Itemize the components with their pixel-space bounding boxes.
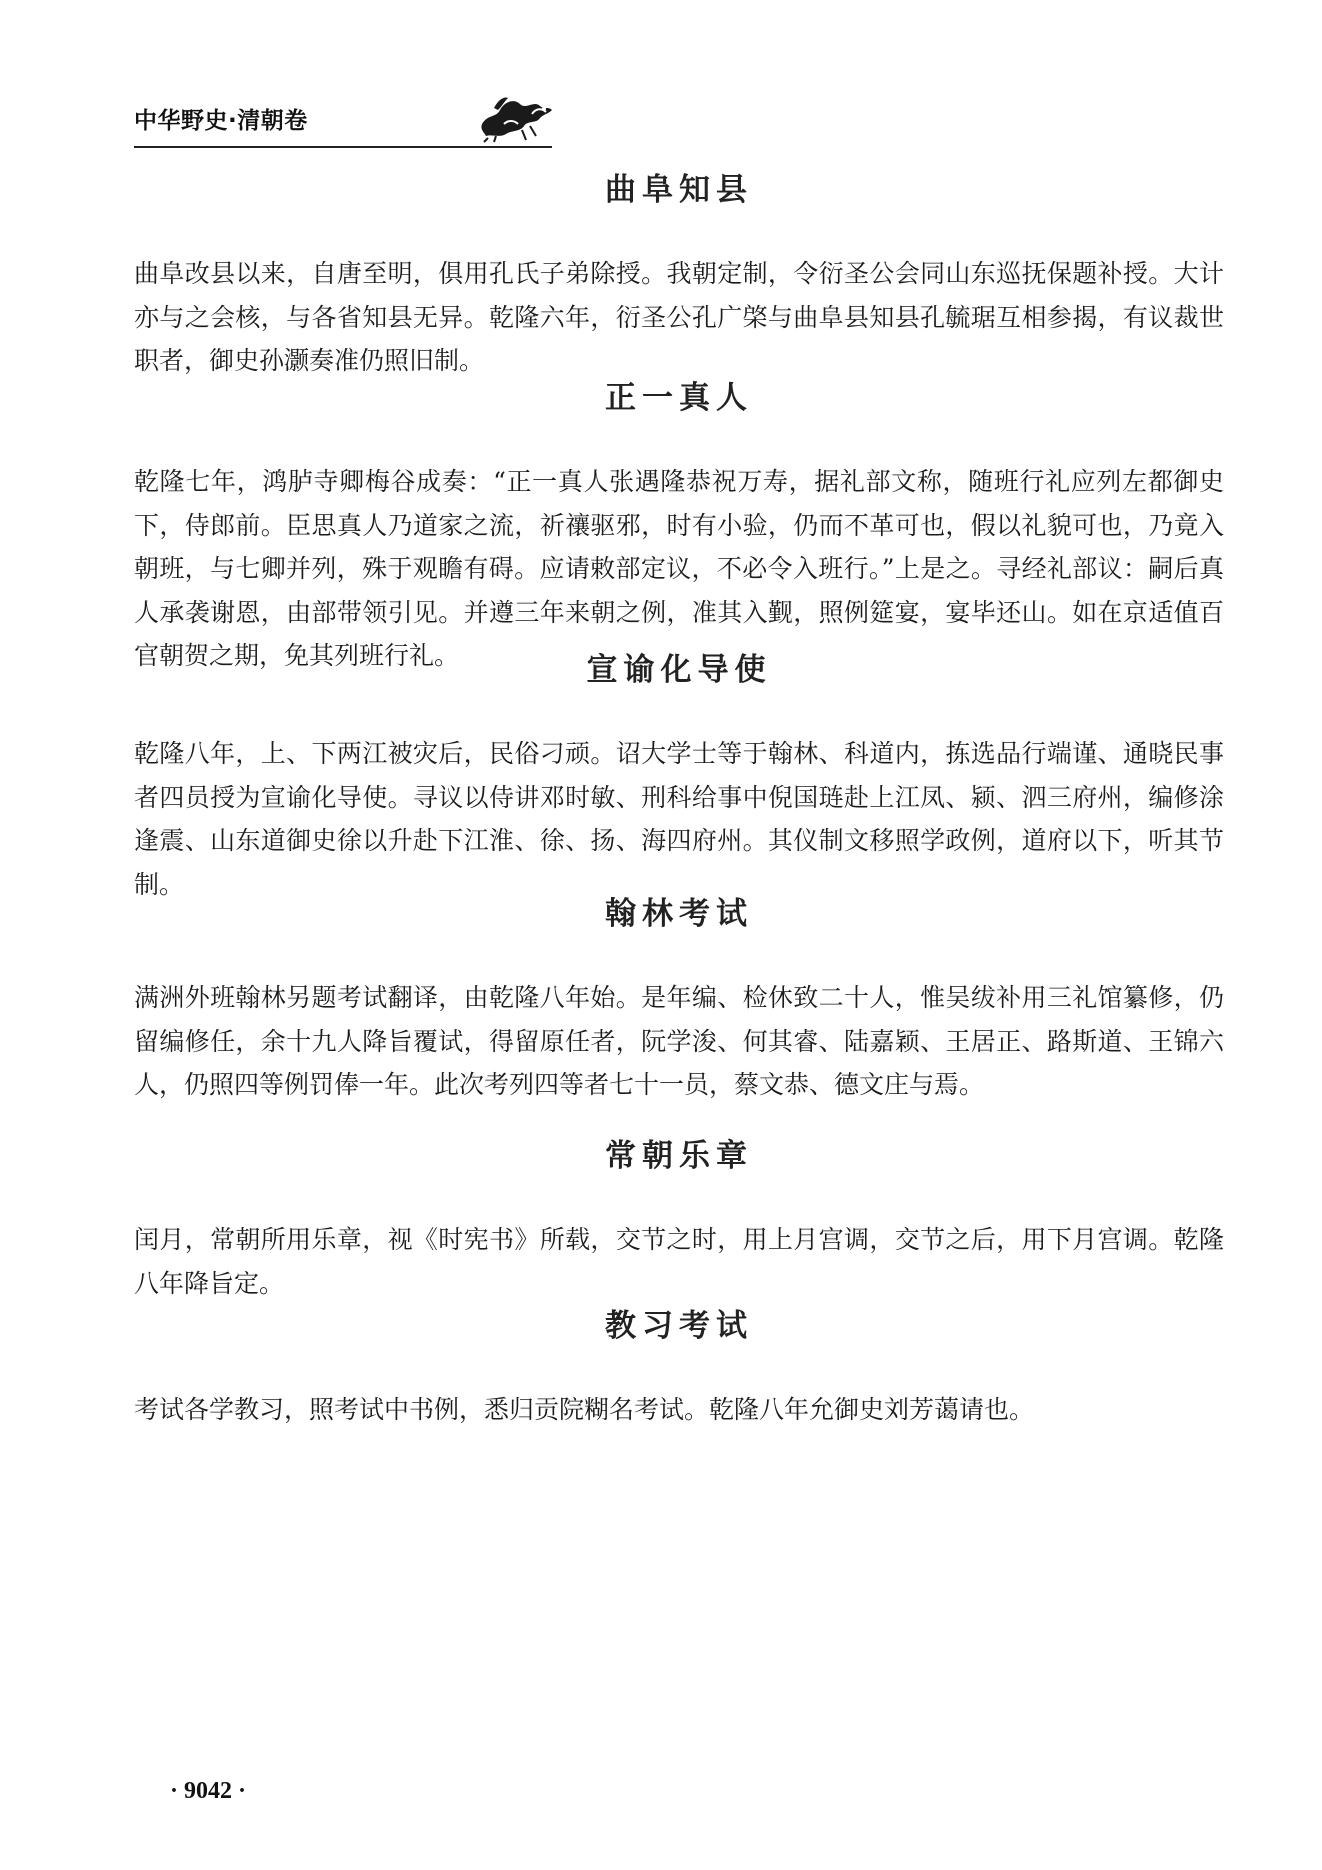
section-title: 宣谕化导使 <box>586 652 772 688</box>
section <box>134 650 1224 906</box>
section-body: 闰月，常朝所用乐章，视《时宪书》所载，交节之时，用上月宫调，交节之后，用下月宫调。乾隆八年降旨定。 <box>134 1225 1224 1298</box>
section <box>134 170 1224 383</box>
header-rule <box>134 146 552 148</box>
section-title: 教习考试 <box>605 1308 753 1344</box>
section <box>134 378 1224 678</box>
dragon-emblem-icon <box>474 84 558 144</box>
section-body: 满洲外班翰林另题考试翻译，由乾隆八年始。是年编、检休致二十人，惟吴绂补用三礼馆纂修，仍留编修任，余十九人降旨覆试，得留原任者，阮学浚、何其睿、陆嘉颖、王居正、路斯道、王锦六人，仍照四等例罚俸一年。此次考列四等者七十一员，蔡文恭、德文庄与焉。 <box>134 983 1224 1099</box>
section-title: 常朝乐章 <box>605 1138 753 1174</box>
section-title: 正一真人 <box>605 380 753 416</box>
page-number: · 9042 · <box>170 1778 247 1804</box>
section <box>134 894 1224 1107</box>
running-header <box>134 90 552 146</box>
section-body: 乾隆八年，上、下两江被灾后，民俗刁顽。诏大学士等于翰林、科道内，拣选品行端谨、通晓民事者四员授为宣谕化导使。寻议以侍讲邓时敏、刑科给事中倪国琏赴上江凤、颍、泗三府州，编修涂逢震、山东道御史徐以升赴下江淮、徐、扬、海四府州。其仪制文移照学政例，道府以下，听其节制。 <box>134 739 1224 899</box>
section <box>134 1306 1224 1432</box>
section-body: 考试各学教习，照考试中书例，悉归贡院糊名考试。乾隆八年允御史刘芳蔼请也。 <box>134 1395 1035 1424</box>
section-body: 乾隆七年，鸿胪寺卿梅谷成奏：“正一真人张遇隆恭祝万寿，据礼部文称，随班行礼应列左都御史下，侍郎前。臣思真人乃道家之流，祈禳驱邪，时有小验，仍而不革可也，假以礼貌可也，乃竟入朝班，与七卿并列，殊于观瞻有碍。应请敕部定议，不必令入班行。”上是之。寻经礼部议：嗣后真人承袭谢恩，由部带领引见。并遵三年来朝之例，准其入觐，照例筵宴，宴毕还山。如在京适值百官朝贺之期，免其列班行礼。 <box>134 467 1224 670</box>
section-title: 曲阜知县 <box>605 172 753 208</box>
section-title: 翰林考试 <box>605 896 753 932</box>
book-title: 中华野史·清朝卷 <box>134 108 308 134</box>
section <box>134 1136 1224 1305</box>
section-body: 曲阜改县以来，自唐至明，俱用孔氏子弟除授。我朝定制，令衍圣公会同山东巡抚保题补授。大计亦与之会核，与各省知县无异。乾隆六年，衍圣公孔广棨与曲阜县知县孔毓琚互相参揭，有议裁世职者，御史孙灏奏准仍照旧制。 <box>134 259 1224 375</box>
